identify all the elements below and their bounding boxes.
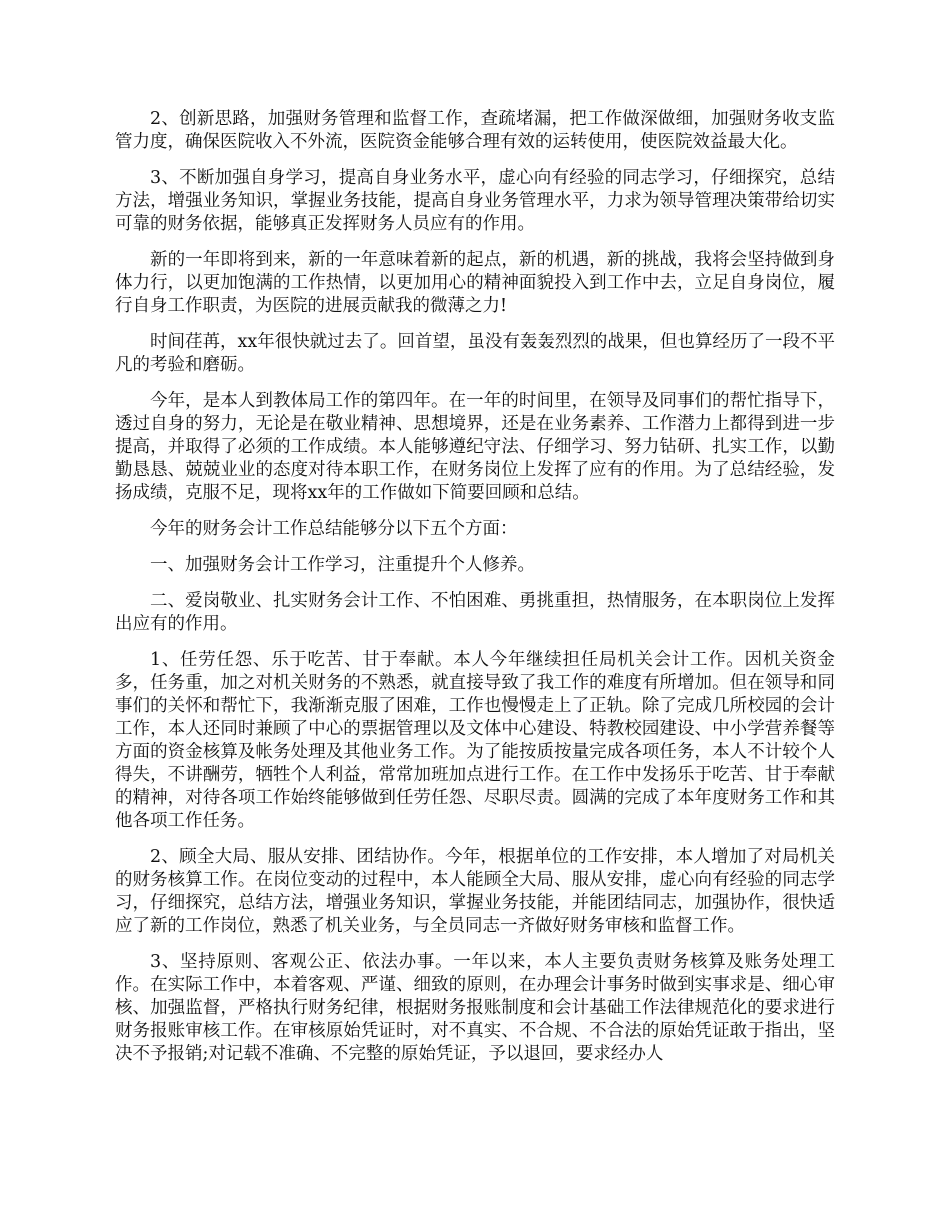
paragraph-11: 3、坚持原则、客观公正、依法办事。一年以来，本人主要负责财务核算及账务处理工作。在实际工作中，本着客观、严谨、细致的原则，在办理会计事务时做到实事求是、细心审核、加强监督，严格执行财务纪律，根据财务报账制度和会计基础工作法律规范化的要求进行财务报账审核工作。在审核原始凭证时，对不真实、不合规、不合法的原始凭证敢于指出，坚决不予报销;对记载不准确、不完整的原始凭证，予以退回，要求经办人: [115, 952, 835, 1064]
paragraph-4: 时间荏苒，xx年很快就过去了。回首望，虽没有轰轰烈烈的战果，但也算经历了一段不平凡的考验和磨砺。: [115, 332, 835, 375]
paragraph-1: 2、创新思路，加强财务管理和监督工作，查疏堵漏，把工作做深做细，加强财务收支监管力度，确保医院收入不外流，医院资金能够合理有效的运转使用，使医院效益最大化。: [115, 109, 835, 152]
paragraph-7: 一、加强财务会计工作学习，注重提升个人修养。: [150, 555, 535, 575]
document-body: [115, 108, 835, 1079]
paragraph-3: 新的一年即将到来，新的一年意味着新的起点，新的机遇，新的挑战，我将会坚持做到身体力行，以更加饱满的工作热情，以更加用心的精神面貌投入到工作中去，立足自身岗位，履行自身工作职责，为医院的进展贡献我的微薄之力!: [115, 250, 835, 316]
paragraph-2: 3、不断加强自身学习，提高自身业务水平，虚心向有经验的同志学习，仔细探究，总结方法，增强业务知识，掌握业务技能，提高自身业务管理水平，力求为领导管理决策带给切实可靠的财务依据，能够真正发挥财务人员应有的作用。: [115, 168, 835, 234]
paragraph-9: 1、任劳任怨、乐于吃苦、甘于奉献。本人今年继续担任局机关会计工作。因机关资金多，任务重，加之对机关财务的不熟悉，就直接导致了我工作的难度有所增加。但在领导和同事们的关怀和帮忙下，我渐渐克服了困难，工作也慢慢走上了正轨。除了完成几所校园的会计工作，本人还同时兼顾了中心的票据管理以及文体中心建设、特教校园建设、中小学营养餐等方面的资金核算及帐务处理及其他业务工作。为了能按质按量完成各项任务，本人不计较个人得失，不讲酬劳，牺牲个人利益，常常加班加点进行工作。在工作中发扬乐于吃苦、甘于奉献的精神，对待各项工作始终能够做到任劳任怨、尽职尽责。圆满的完成了本年度财务工作和其他各项工作任务。: [115, 650, 835, 831]
paragraph-10: 2、顾全大局、服从安排、团结协作。今年，根据单位的工作安排，本人增加了对局机关的财务核算工作。在岗位变动的过程中，本人能顾全大局、服从安排，虚心向有经验的同志学习，仔细探究，总结方法，增强业务知识，掌握业务技能，并能团结同志，加强协作，很快适应了新的工作岗位，熟悉了机关业务，与全员同志一齐做好财务审核和监督工作。: [115, 847, 835, 936]
paragraph-8: 二、爱岗敬业、扎实财务会计工作、不怕困难、勇挑重担，热情服务，在本职岗位上发挥出应有的作用。: [115, 591, 835, 634]
paragraph-5: 今年，是本人到教体局工作的第四年。在一年的时间里，在领导及同事们的帮忙指导下，透过自身的努力，无论是在敬业精神、思想境界，还是在业务素养、工作潜力上都得到进一步提高，并取得了必须的工作成绩。本人能够遵纪守法、仔细学习、努力钻研、扎实工作，以勤勤恳恳、兢兢业业的态度对待本职工作，在财务岗位上发挥了应有的作用。为了总结经验，发扬成绩，克服不足，现将xx年的工作做如下简要回顾和总结。: [115, 391, 835, 503]
paragraph-6: 今年的财务会计工作总结能够分以下五个方面：: [150, 519, 518, 539]
